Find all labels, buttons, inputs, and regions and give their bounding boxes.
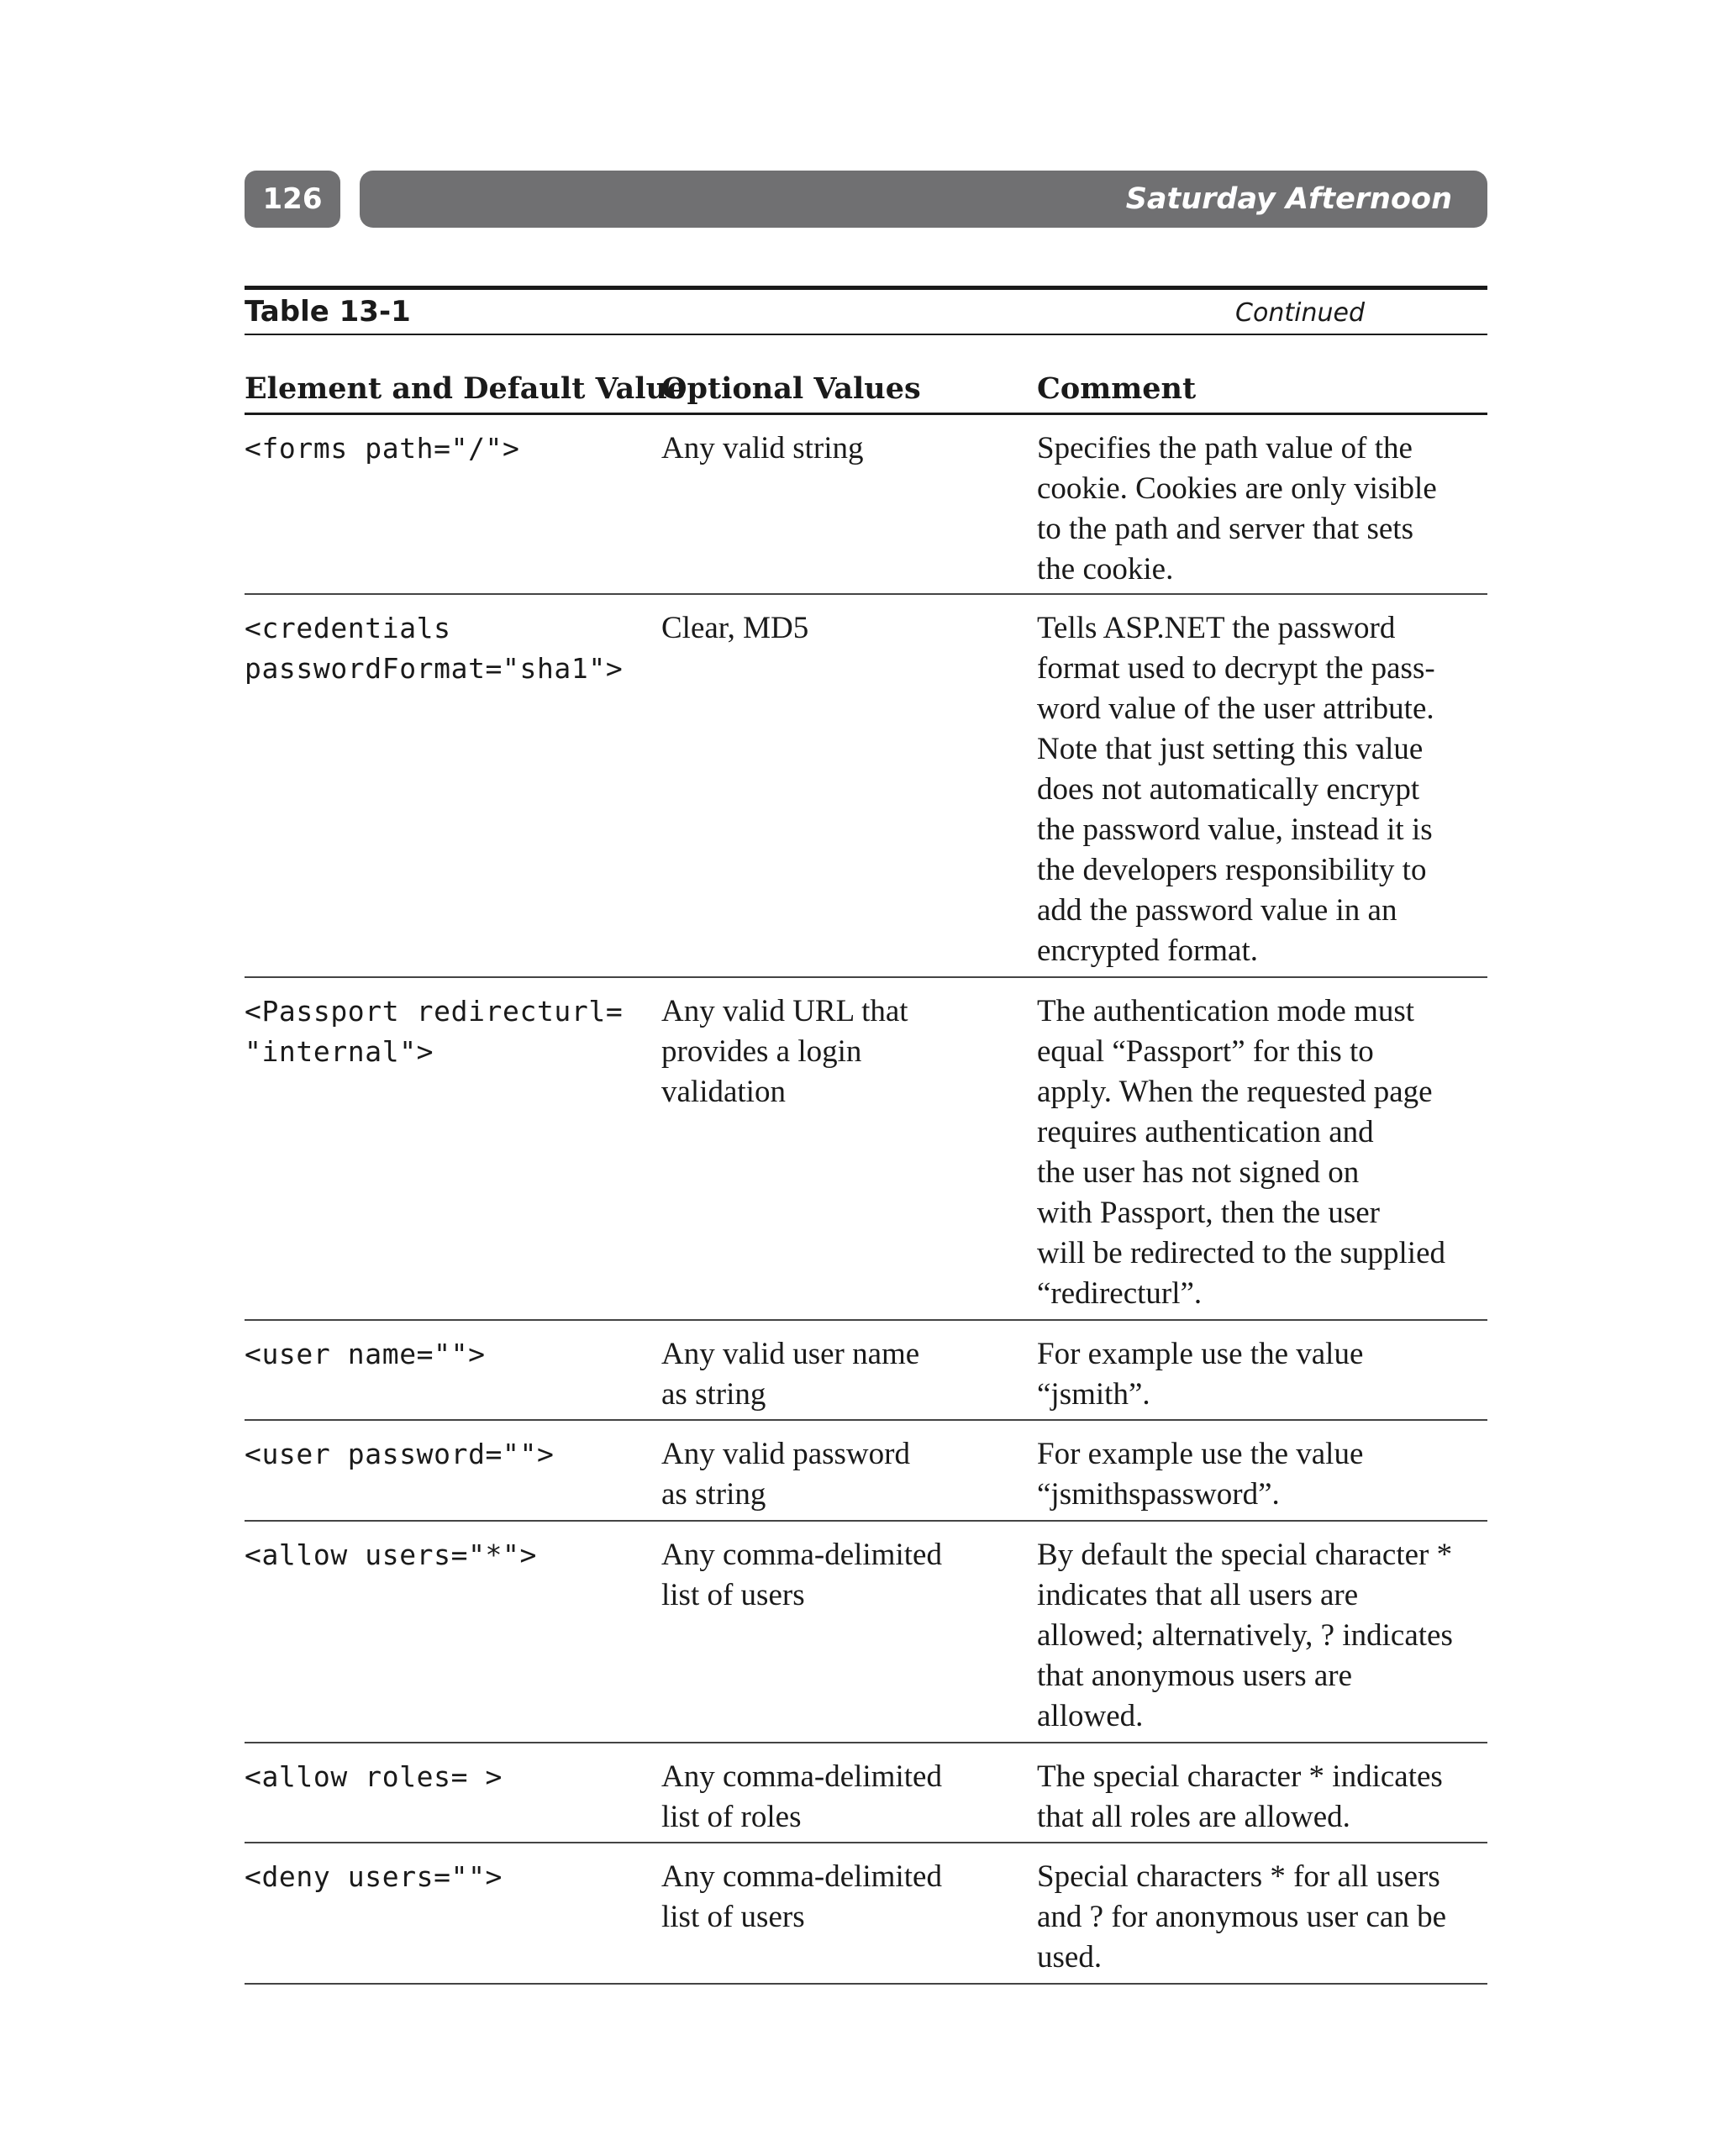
column-header-element: Element and Default Value	[245, 371, 687, 406]
table-title: Table 13-1	[245, 295, 411, 329]
comment-cell: The authentication mode must equal “Passport” for this to apply. When the requested page requires authentication and the user has not signed on with Passport, then the user will be redirected to the supplied “redirecturl”.	[1037, 994, 1445, 1311]
comment-cell: By default the special character * indicates that all users are allowed; alternatively, ? indicates that anonymous users are allowed.	[1037, 1538, 1453, 1733]
optional-values-cell: Any valid string	[661, 431, 864, 465]
optional-values-cell: Any valid user name as string	[661, 1337, 920, 1412]
element-cell: <forms path="/">	[245, 432, 520, 465]
comment-cell: For example use the value “jsmith”.	[1037, 1337, 1364, 1412]
table-row	[245, 1743, 1487, 1843]
comment-cell: The special character * indicates that all roles are allowed.	[1037, 1759, 1443, 1834]
table-row	[245, 978, 1487, 1321]
continued-label: Continued	[1235, 298, 1365, 328]
element-cell: <Passport redirecturl= "internal">	[245, 995, 624, 1068]
element-cell: <user password="">	[245, 1438, 555, 1470]
comment-cell: Specifies the path value of the cookie. Cookies are only visible to the path and server that sets the cookie.	[1037, 431, 1437, 586]
element-cell: <user name="">	[245, 1338, 486, 1370]
settings-table	[245, 286, 1487, 1985]
table-row	[245, 595, 1487, 978]
element-cell: <credentials passwordFormat="sha1">	[245, 612, 624, 685]
comment-cell: For example use the value “jsmithspassword”.	[1037, 1437, 1364, 1512]
column-header-optional-values: Optional Values	[661, 371, 921, 406]
table-header-row	[245, 372, 1487, 415]
optional-values-cell: Any comma-delimited list of users	[661, 1538, 942, 1612]
element-cell: <allow roles= >	[245, 1760, 503, 1793]
table-row	[245, 1321, 1487, 1421]
table-row	[245, 1843, 1487, 1985]
page-number: 126	[245, 171, 340, 228]
comment-cell: Tells ASP.NET the password format used to decrypt the pass- word value of the user attribute. Note that just setting this value does not automatically encrypt the password value, instead it is the developers responsibility to add the password value in an encrypted format.	[1037, 611, 1435, 968]
optional-values-cell: Any valid password as string	[661, 1437, 910, 1512]
optional-values-cell: Clear, MD5	[661, 611, 809, 645]
optional-values-cell: Any comma-delimited list of roles	[661, 1759, 942, 1834]
table-row	[245, 1522, 1487, 1743]
table-caption	[245, 286, 1487, 335]
optional-values-cell: Any valid URL that provides a login validation	[661, 994, 908, 1109]
optional-values-cell: Any comma-delimited list of users	[661, 1859, 942, 1934]
table-row	[245, 1421, 1487, 1522]
element-cell: <deny users="">	[245, 1860, 503, 1893]
column-header-comment: Comment	[1037, 371, 1197, 406]
element-cell: <allow users="*">	[245, 1538, 537, 1571]
table-row	[245, 415, 1487, 595]
comment-cell: Special characters * for all users and ? for anonymous user can be used.	[1037, 1859, 1446, 1975]
running-head: Saturday Afternoon	[360, 171, 1487, 228]
